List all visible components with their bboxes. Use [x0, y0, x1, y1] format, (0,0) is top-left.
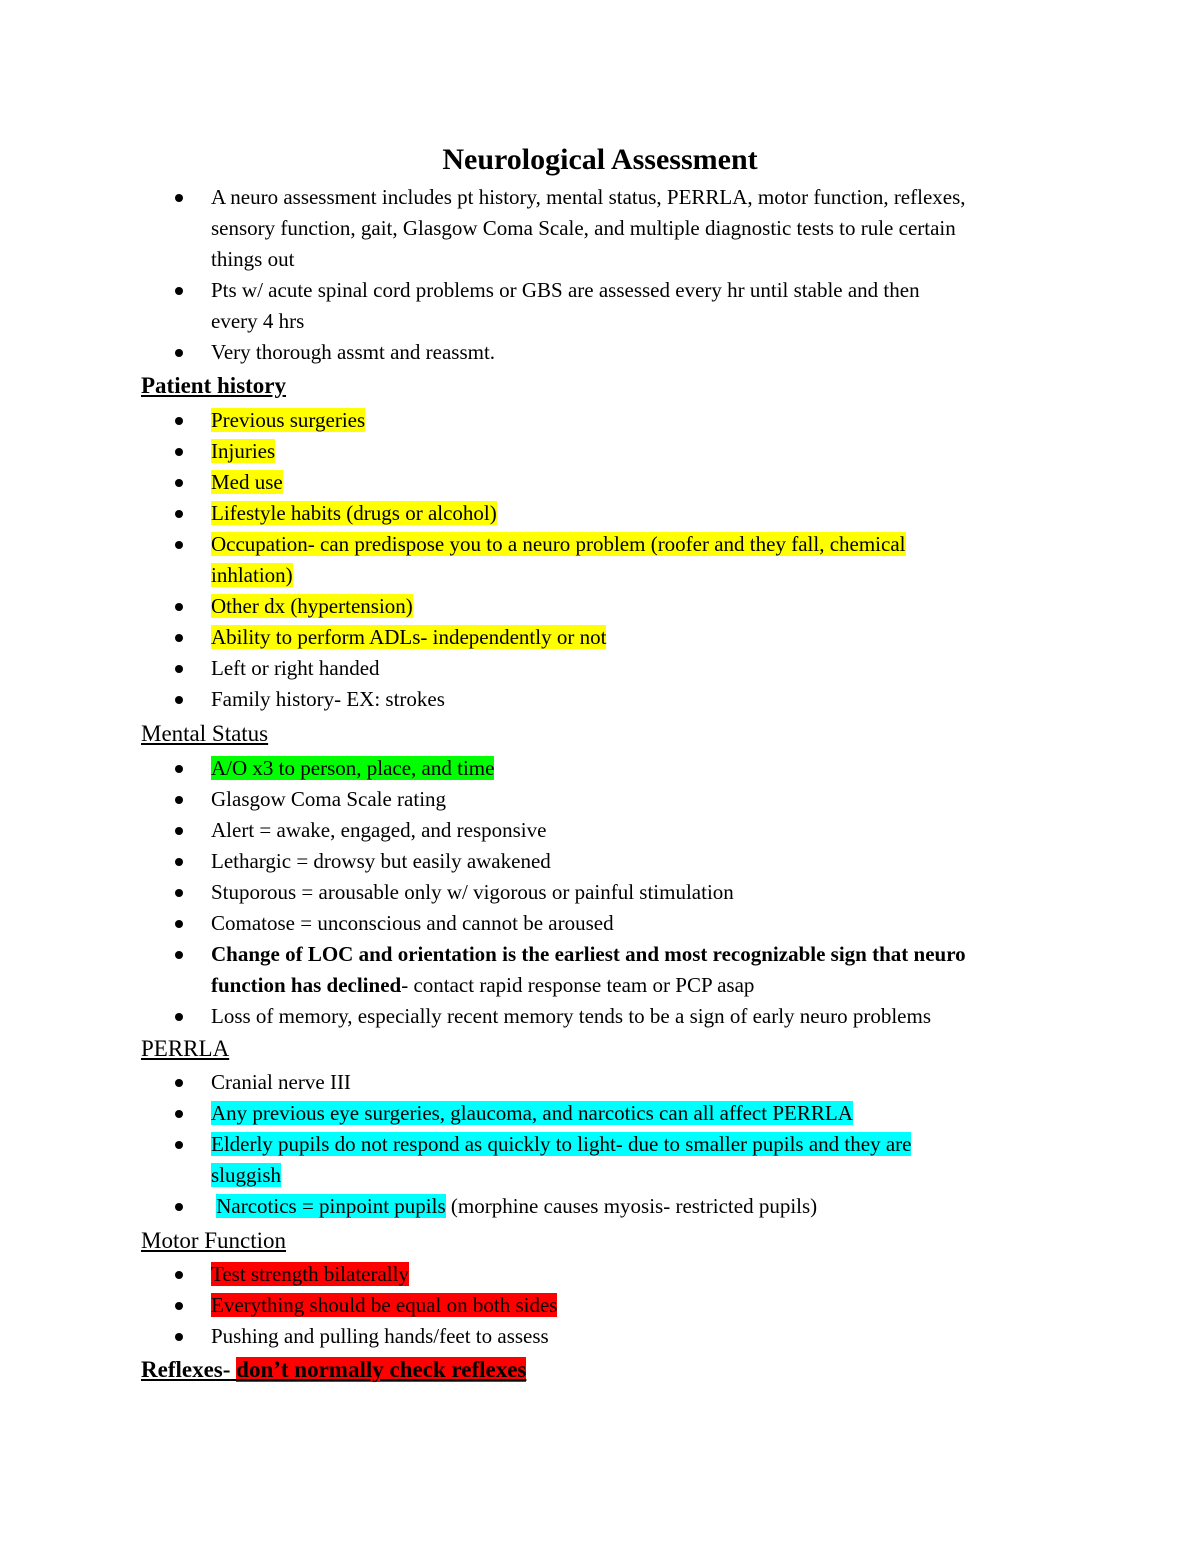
intro-list [0, 182, 1100, 368]
bullet-icon [175, 1141, 183, 1149]
bullet-icon [175, 858, 183, 866]
bullet-icon [175, 796, 183, 804]
list-item: Ability to perform ADLs- independently or not [0, 622, 1100, 653]
section-heading-reflexes: Reflexes- don’t normally check reflexes [141, 1357, 527, 1382]
list-item: Glasgow Coma Scale rating [0, 784, 1100, 815]
patient-history-list [0, 405, 1100, 715]
section-heading-motor-function: Motor Function [141, 1228, 287, 1253]
mental-status-list [0, 753, 1100, 1032]
list-item: Narcotics = pinpoint pupils (morphine causes myosis- restricted pupils) [0, 1191, 1100, 1222]
section-heading-patient-history: Patient history [141, 373, 287, 398]
bullet-icon [175, 696, 183, 704]
bullet-icon [175, 1203, 183, 1211]
list-item: Cranial nerve III [0, 1067, 1100, 1098]
list-item: Alert = awake, engaged, and responsive [0, 815, 1100, 846]
bullet-icon [175, 1079, 183, 1087]
bullet-icon [175, 541, 183, 549]
bullet-icon [175, 1302, 183, 1310]
bullet-icon [175, 349, 183, 357]
list-item: Pts w/ acute spinal cord problems or GBS are assessed every hr until stable and then every 4 hrs [0, 275, 1100, 337]
bullet-icon [175, 920, 183, 928]
list-item: Lethargic = drowsy but easily awakened [0, 846, 1100, 877]
bullet-icon [175, 665, 183, 673]
bullet-icon [175, 1333, 183, 1341]
list-item: Very thorough assmt and reassmt. [0, 337, 1100, 368]
list-item: Lifestyle habits (drugs or alcohol) [0, 498, 1100, 529]
bullet-icon [175, 951, 183, 959]
list-item: Loss of memory, especially recent memory tends to be a sign of early neuro problems [0, 1001, 1100, 1032]
bullet-icon [175, 510, 183, 518]
section-heading-mental-status: Mental Status [141, 721, 269, 746]
bullet-icon [175, 1110, 183, 1118]
list-item: Occupation- can predispose you to a neuro problem (roofer and they fall, chemical inhlation) [0, 529, 1100, 591]
list-item: Any previous eye surgeries, glaucoma, and narcotics can all affect PERRLA [0, 1098, 1100, 1129]
list-item: Comatose = unconscious and cannot be aroused [0, 908, 1100, 939]
bullet-icon [175, 194, 183, 202]
page-title: Neurological Assessment [442, 143, 758, 176]
perrla-list [0, 1067, 1100, 1222]
bullet-icon [175, 827, 183, 835]
list-item: Left or right handed [0, 653, 1100, 684]
list-item: A neuro assessment includes pt history, mental status, PERRLA, motor function, reflexes, sensory function, gait, Glasgow Coma Scale, and multiple diagnostic tests to rule certain things out [0, 182, 1100, 275]
list-item: Elderly pupils do not respond as quickly to light- due to smaller pupils and they are sluggish [0, 1129, 1100, 1191]
loc-bold-text: Change of LOC and orientation is the earliest and most recognizable sign that neuro function has declined [211, 942, 966, 997]
bullet-icon [175, 1013, 183, 1021]
list-item: Change of LOC and orientation is the earliest and most recognizable sign that neuro function has declined- contact rapid response team or PCP asap [0, 939, 1100, 1001]
motor-function-list [0, 1259, 1100, 1352]
bullet-icon [175, 287, 183, 295]
bullet-icon [175, 1271, 183, 1279]
list-item: Previous surgeries [0, 405, 1100, 436]
bullet-icon [175, 765, 183, 773]
bullet-icon [175, 479, 183, 487]
list-item: Family history- EX: strokes [0, 684, 1100, 715]
section-heading-perrla: PERRLA [141, 1036, 230, 1061]
bullet-icon [175, 889, 183, 897]
bullet-icon [175, 603, 183, 611]
list-item: Stuporous = arousable only w/ vigorous or painful stimulation [0, 877, 1100, 908]
reflexes-note: don’t normally check reflexes [236, 1357, 527, 1382]
list-item: Injuries [0, 436, 1100, 467]
list-item: Pushing and pulling hands/feet to assess [0, 1321, 1100, 1352]
list-item: Everything should be equal on both sides [0, 1290, 1100, 1321]
list-item: Test strength bilaterally [0, 1259, 1100, 1290]
bullet-icon [175, 634, 183, 642]
bullet-icon [175, 417, 183, 425]
list-item: Med use [0, 467, 1100, 498]
bullet-icon [175, 448, 183, 456]
list-item: A/O x3 to person, place, and time [0, 753, 1100, 784]
list-item: Other dx (hypertension) [0, 591, 1100, 622]
